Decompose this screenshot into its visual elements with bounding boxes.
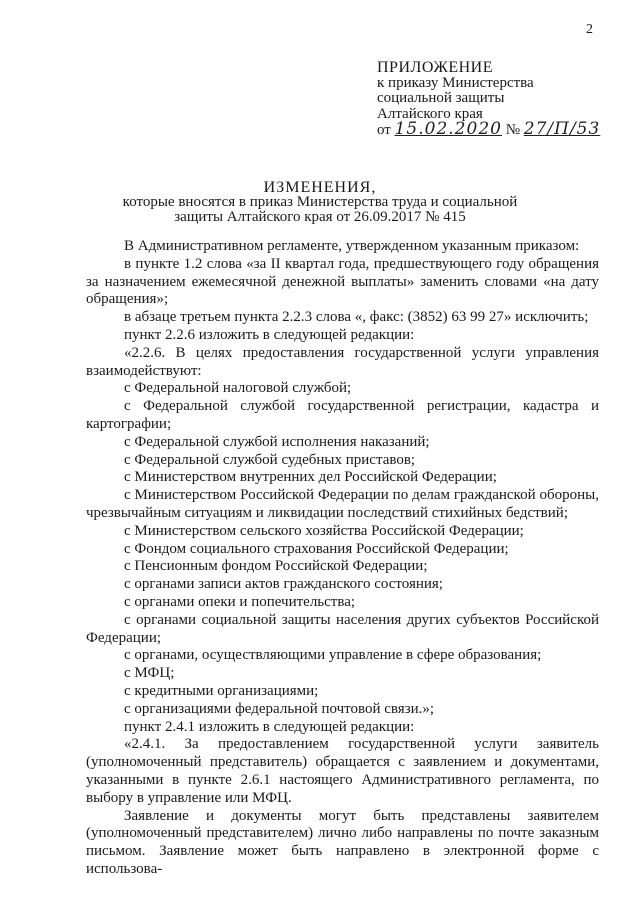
- paragraph: с органами, осуществляющими управление в сфере образования;: [124, 647, 542, 664]
- document-body: [86, 238, 599, 879]
- paragraph: с Пенсионным фондом Российской Федерации;: [124, 558, 428, 575]
- paragraph: с кредитными организациями;: [124, 682, 319, 699]
- handwritten-number: 27/П/53: [523, 119, 601, 139]
- paragraph: «2.2.6. В целях предоставления государственной услуги управления взаимодействуют:: [86, 344, 599, 379]
- paragraph: с Фондом социального страхования Российской Федерации;: [124, 540, 509, 557]
- paragraph: с МФЦ;: [124, 665, 175, 682]
- paragraph: с Федеральной службой государственной регистрации, кадастра и картографии;: [86, 398, 599, 432]
- heading-title: ИЗМЕНЕНИЯ,: [263, 179, 377, 196]
- appendix-line-3: Алтайского края: [377, 105, 483, 122]
- page-number: 2: [586, 22, 593, 37]
- document-heading: [80, 180, 560, 225]
- heading-line-2: защиты Алтайского края от 26.09.2017 № 415: [174, 209, 466, 225]
- paragraph: с Федеральной налоговой службой;: [124, 380, 352, 397]
- paragraph: в абзаце третьем пункта 2.2.3 слова «, факс: (3852) 63 99 27» исключить;: [124, 309, 589, 326]
- paragraph: с Министерством сельского хозяйства Российской Федерации;: [124, 522, 524, 539]
- from-label: от: [377, 122, 391, 138]
- appendix-block: [377, 60, 627, 139]
- paragraph: с органами записи актов гражданского состояния;: [124, 576, 443, 593]
- paragraph: с Министерством Российской Федерации по делам гражданской обороны, чрезвычайным ситуациям и ликвидации последствий стихийных бедствий;: [86, 487, 599, 521]
- number-label: №: [505, 122, 521, 138]
- heading-line-1: которые вносятся в приказ Министерства труда и социальной: [122, 194, 518, 210]
- paragraph: с органами опеки и попечительства;: [124, 593, 356, 610]
- paragraph: в пункте 1.2 слова «за II квартал года, предшествующего году обращения за назначением ежемесячной денежной выплаты» заменить словами «на дату обращения»;: [86, 255, 599, 308]
- paragraph: с организациями федеральной почтовой связи.»;: [124, 700, 435, 717]
- appendix-title: ПРИЛОЖЕНИЕ: [377, 59, 494, 76]
- paragraph: Заявление и документы могут быть представлены заявителем (уполномоченный представителем) лично либо направлены по почте заказным письмом. Заявление может быть направлено в электронной форме с использова-: [86, 807, 599, 877]
- paragraph: с Федеральной службой исполнения наказаний;: [124, 433, 430, 450]
- paragraph: «2.4.1. За предоставлением государственной услуги заявитель (уполномоченный представитель) обращается с заявлением и документами, указанными в пункте 2.6.1 настоящего Административного регламента, по выбору в управление или МФЦ.: [86, 736, 599, 806]
- appendix-date-line: [377, 119, 627, 139]
- appendix-line-1: к приказу Министерства: [377, 74, 534, 91]
- paragraph: В Административном регламенте, утвержденном указанным приказом:: [124, 238, 580, 254]
- paragraph: пункт 2.2.6 изложить в следующей редакции:: [124, 326, 415, 343]
- handwritten-date: 15.02.2020: [394, 119, 502, 139]
- paragraph: с Министерством внутренних дел Российской Федерации;: [124, 469, 497, 486]
- paragraph: с органами социальной защиты населения других субъектов Российской Федерации;: [86, 611, 599, 646]
- paragraph: пункт 2.4.1 изложить в следующей редакции:: [124, 718, 415, 735]
- appendix-line-2: социальной защиты: [377, 90, 505, 106]
- paragraph: с Федеральной службой судебных приставов;: [124, 451, 416, 468]
